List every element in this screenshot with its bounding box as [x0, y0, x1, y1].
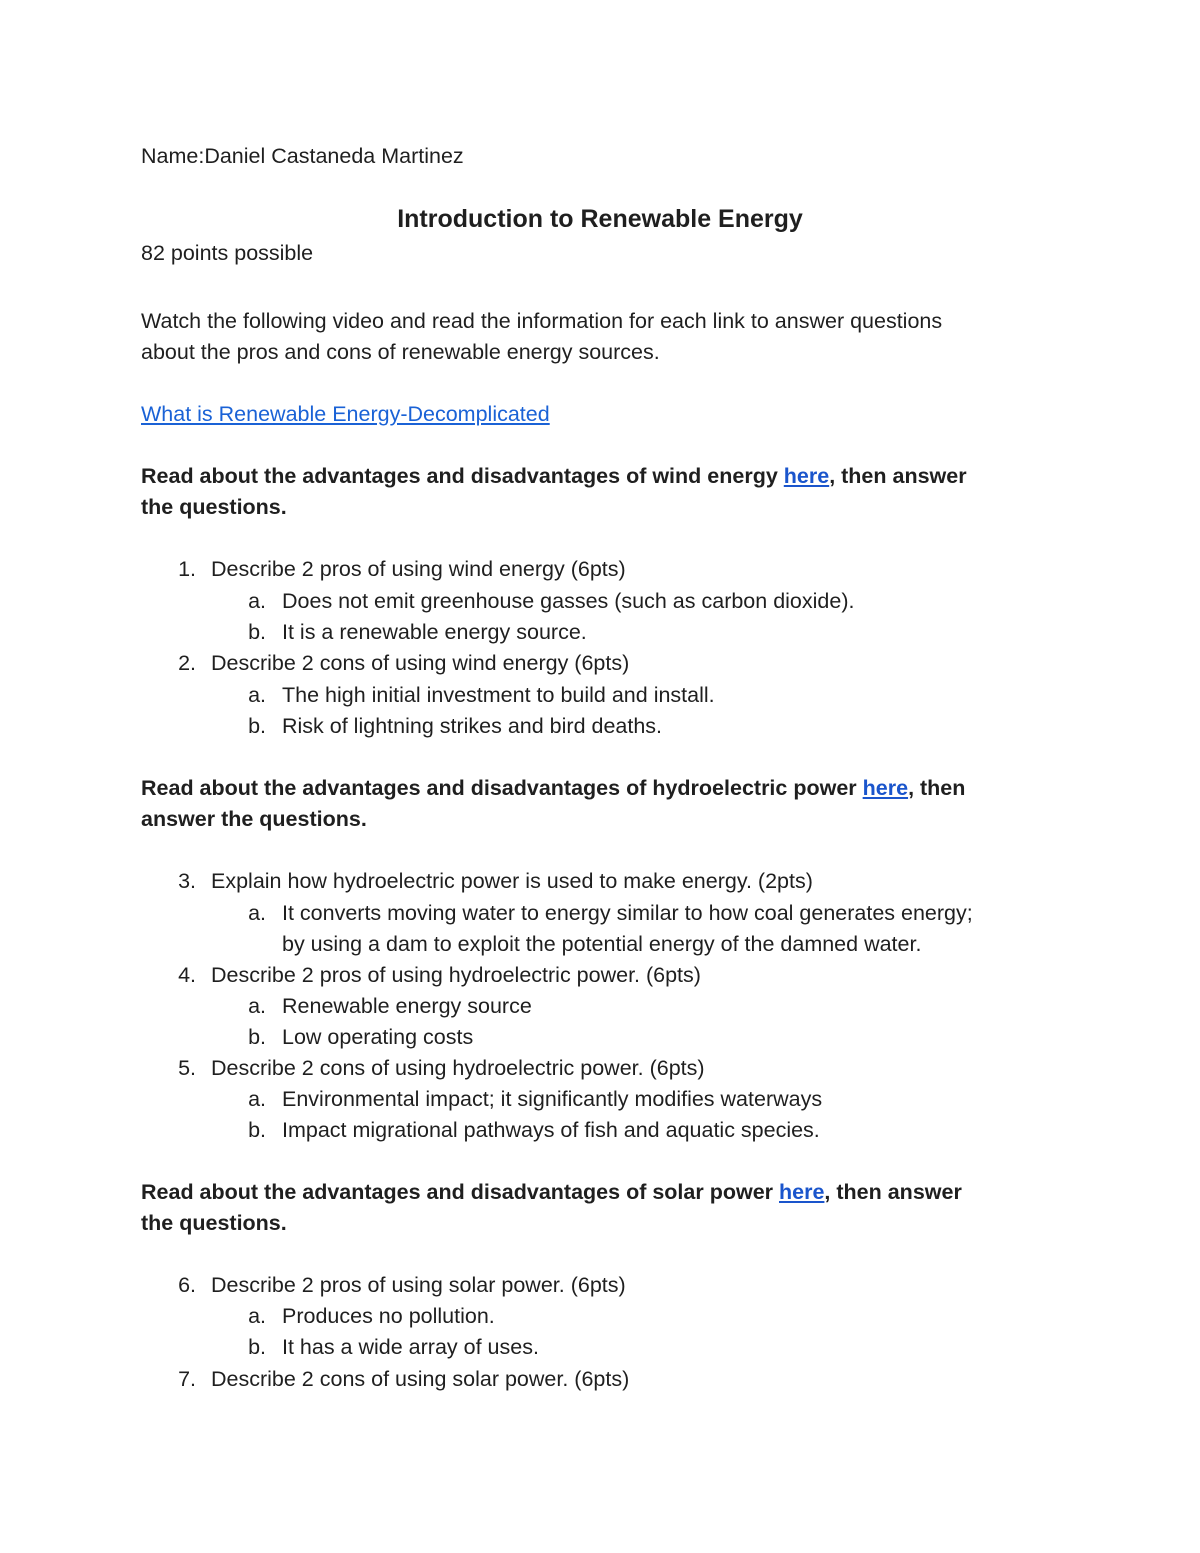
student-name-line: Name:Daniel Castaneda Martinez: [141, 144, 464, 168]
wind-section-heading: Read about the advantages and disadvantages of wind energy here, then answer the questions.: [141, 464, 967, 519]
question-number: 3.: [178, 869, 196, 893]
intro-paragraph: [141, 306, 942, 368]
answer-text: It has a wide array of uses.: [282, 1335, 539, 1359]
question-text: Describe 2 cons of using hydroelectric power. (6pts): [211, 1056, 705, 1080]
solar-section-heading: Read about the advantages and disadvantages of solar power here, then answer the questions.: [141, 1180, 962, 1235]
document-title: Introduction to Renewable Energy: [397, 205, 803, 233]
answer-marker: a.: [248, 589, 266, 613]
answer-marker: a.: [248, 901, 266, 925]
answer-marker: b.: [248, 620, 266, 644]
hydro-section-heading: Read about the advantages and disadvantages of hydroelectric power here, then answer the questions.: [141, 776, 966, 831]
question-text: Describe 2 pros of using wind energy (6pts): [211, 557, 626, 581]
question-number: 2.: [178, 651, 196, 675]
question-text: Explain how hydroelectric power is used to make energy. (2pts): [211, 869, 813, 893]
answer-text: Produces no pollution.: [282, 1304, 495, 1328]
video-link-line: [141, 399, 550, 430]
answer-text: Risk of lightning strikes and bird deaths.: [282, 714, 663, 738]
answer-text-continued: by using a dam to exploit the potential energy of the damned water.: [282, 932, 922, 956]
question-text: Describe 2 pros of using hydroelectric power. (6pts): [211, 963, 701, 987]
answer-text: Renewable energy source: [282, 994, 532, 1018]
question-number: 1.: [178, 557, 196, 581]
answer-text: Does not emit greenhouse gasses (such as carbon dioxide).: [282, 589, 855, 613]
answer-marker: b.: [248, 1025, 266, 1049]
answer-text: Environmental impact; it significantly modifies waterways: [282, 1087, 823, 1111]
answer-text: It converts moving water to energy similar to how coal generates energy;: [282, 901, 973, 925]
intro-line: Watch the following video and read the information for each link to answer questions: [141, 309, 943, 333]
answer-marker: a.: [248, 994, 266, 1018]
answer-marker: a.: [248, 1087, 266, 1111]
question-number: 5.: [178, 1056, 196, 1080]
intro-line: about the pros and cons of renewable energy sources.: [141, 340, 660, 364]
answer-text: Impact migrational pathways of fish and aquatic species.: [282, 1118, 820, 1142]
answer-marker: b.: [248, 714, 266, 738]
answer-marker: b.: [248, 1118, 266, 1142]
question-number: 7.: [178, 1367, 196, 1391]
answer-marker: a.: [248, 683, 266, 707]
solar-here-link[interactable]: here: [779, 1180, 825, 1204]
answer-text: It is a renewable energy source.: [282, 620, 587, 644]
points-possible: 82 points possible: [141, 241, 314, 265]
question-text: Describe 2 pros of using solar power. (6pts): [211, 1273, 626, 1297]
wind-here-link[interactable]: here: [783, 464, 830, 488]
question-text: Describe 2 cons of using wind energy (6pts): [211, 651, 630, 675]
answer-marker: b.: [248, 1335, 266, 1359]
answer-text: Low operating costs: [282, 1025, 474, 1049]
video-link[interactable]: What is Renewable Energy-Decomplicated: [141, 402, 550, 426]
answer-marker: a.: [248, 1304, 266, 1328]
question-number: 4.: [178, 963, 196, 987]
question-text: Describe 2 cons of using solar power. (6pts): [211, 1367, 630, 1391]
hydro-here-link[interactable]: here: [862, 776, 909, 800]
answer-text: The high initial investment to build and install.: [282, 683, 715, 707]
question-number: 6.: [178, 1273, 196, 1297]
